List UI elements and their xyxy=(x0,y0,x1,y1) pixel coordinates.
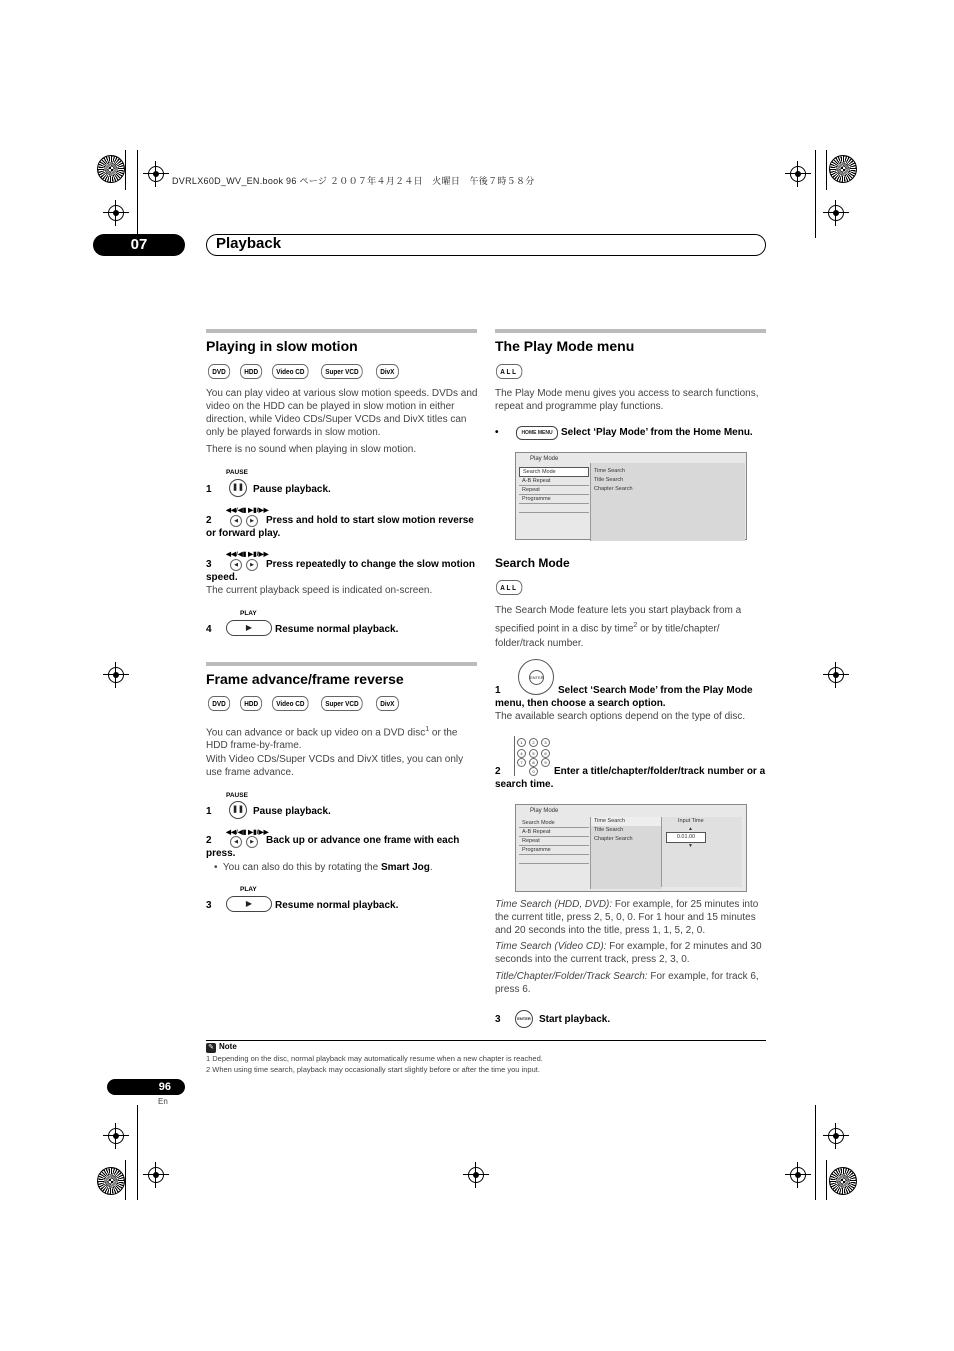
example-text: For example, for track 6, press 6. xyxy=(495,971,759,995)
note-icon: ✎ xyxy=(206,1043,216,1053)
frame-advance-intro xyxy=(206,723,478,752)
step-number: 3 xyxy=(495,1014,501,1025)
step-pause: Pause playback. xyxy=(253,484,331,495)
badge-hdd: HDD xyxy=(240,696,262,711)
step-frame: Back up or advance one frame with each press. xyxy=(206,835,460,859)
screen-options-panel xyxy=(590,463,745,541)
chapter-title-box xyxy=(206,234,766,256)
registration-mark xyxy=(828,205,844,221)
crop-line xyxy=(137,150,138,238)
badge-super-vcd: Super VCD xyxy=(321,364,363,379)
search-mode-intro xyxy=(495,603,767,651)
registration-mark xyxy=(108,667,124,683)
menu-item-empty xyxy=(519,504,589,513)
step-resume: Resume normal playback. xyxy=(275,624,399,635)
input-time-label: Input Time xyxy=(678,818,704,824)
reverse-button-icon: ◀ xyxy=(230,559,242,571)
menu-item-programme[interactable]: Programme xyxy=(519,846,589,855)
rew-fwd-label-icon: ◀◀/◀▮ ▶▮/▶▶ xyxy=(226,551,269,558)
registration-mark xyxy=(148,166,164,182)
note-divider xyxy=(206,1040,766,1041)
badge-divx: DivX xyxy=(376,364,399,379)
pause-label: PAUSE xyxy=(226,792,248,799)
step-number: 3 xyxy=(206,900,212,911)
step-number: 2 xyxy=(495,766,501,777)
registration-starburst-bl xyxy=(97,1167,125,1195)
pause-label: PAUSE xyxy=(226,469,248,476)
crop-line xyxy=(125,150,126,190)
example-time-search-vcd xyxy=(495,940,767,966)
frame-bullet: • You can also do this by rotating the Smart Jog. xyxy=(214,862,433,873)
badge-all: ALL xyxy=(496,364,522,379)
chapter-title: Playback xyxy=(216,235,282,252)
crop-line xyxy=(826,1160,827,1200)
disc-badges xyxy=(208,364,403,379)
step-number: 1 xyxy=(495,685,501,696)
registration-mark xyxy=(468,1167,484,1183)
page-number: 96 xyxy=(107,1079,185,1095)
footnote-ref: 2 xyxy=(633,622,638,629)
example-label: Time Search (Video CD): xyxy=(495,941,607,952)
step-pause: Pause playback. xyxy=(253,806,331,817)
play-mode-screen xyxy=(515,452,747,540)
badge-all: ALL xyxy=(496,580,522,595)
badge-dvd: DVD xyxy=(208,696,230,711)
option-time-search[interactable]: Time Search xyxy=(591,817,661,826)
registration-mark xyxy=(148,1167,164,1183)
footnote-ref: 1 xyxy=(425,726,430,733)
registration-starburst-br xyxy=(829,1167,857,1195)
section-bar xyxy=(495,329,766,333)
example-time-search-hdd xyxy=(495,898,767,937)
menu-item-ab-repeat[interactable]: A-B Repeat xyxy=(519,828,589,837)
crop-line xyxy=(137,1105,138,1200)
search-mode-intro-text: The Search Mode feature lets you start playback from a specified point in a disc by time xyxy=(495,605,742,635)
frame-advance-vcd: With Video CDs/Super VCDs and DivX titles, you can only use frame advance. xyxy=(206,754,464,778)
arrow-down-icon: ▼ xyxy=(688,843,693,849)
badge-dvd: DVD xyxy=(208,364,230,379)
section-bar xyxy=(206,662,477,666)
step-select-play-mode: Select ‘Play Mode’ from the Home Menu. xyxy=(561,427,753,438)
step-number: 2 xyxy=(206,835,212,846)
screen-menu xyxy=(519,467,589,513)
screen-options-panel xyxy=(590,817,661,889)
option-chapter-search[interactable]: Chapter Search xyxy=(594,486,633,492)
registration-mark xyxy=(828,667,844,683)
screen-menu xyxy=(519,819,589,864)
registration-mark xyxy=(828,1128,844,1144)
badge-hdd: HDD xyxy=(240,364,262,379)
frame-advance-intro-text: You can advance or back up video on a DVD disc xyxy=(206,727,426,739)
option-time-search[interactable]: Time Search xyxy=(594,468,625,474)
frame-bullet-text: You can also do this by rotating the xyxy=(222,862,381,873)
menu-item-ab-repeat[interactable]: A-B Repeat xyxy=(519,477,589,486)
chapter-number: 07 xyxy=(93,234,185,256)
footnote-2: 2 When using time search, playback may occasionally start slightly before or after the time you input. xyxy=(206,1065,540,1074)
forward-button-icon: ▶ xyxy=(246,836,258,848)
crop-line xyxy=(826,150,827,190)
registration-starburst-tr xyxy=(829,155,857,183)
badge-video-cd: Video CD xyxy=(272,696,309,711)
step-select-search-mode: Select ‘Search Mode’ from the Play Mode menu, then choose a search option. xyxy=(495,685,753,709)
option-title-search[interactable]: Title Search xyxy=(594,827,624,833)
disc-badges xyxy=(496,364,527,379)
arrow-up-icon: ▲ xyxy=(688,826,693,832)
language-code: En xyxy=(158,1097,168,1106)
slow-motion-intro: You can play video at various slow motion speeds. DVDs and video on the HDD can be played in slow motion in either direction, while Video CDs/Super VCDs and DivX titles can only be played forwards in slow motion. xyxy=(206,388,478,438)
example-label: Title/Chapter/Folder/Track Search: xyxy=(495,971,648,982)
step-resume: Resume normal playback. xyxy=(275,900,399,911)
registration-mark xyxy=(790,166,806,182)
search-mode-intro-tail: or by title/chapter/ folder/track number. xyxy=(495,623,720,650)
screen-header: Play Mode xyxy=(530,456,559,462)
play-button-icon: ▶ xyxy=(226,620,272,636)
registration-mark xyxy=(108,205,124,221)
registration-mark xyxy=(790,1167,806,1183)
step-number: 4 xyxy=(206,624,212,635)
dial-enter-label: ENTER xyxy=(529,670,544,685)
reverse-button-icon: ◀ xyxy=(230,836,242,848)
input-time-field[interactable]: 0.01.00 xyxy=(666,832,706,843)
play-button-icon: ▶ xyxy=(226,896,272,912)
option-chapter-search[interactable]: Chapter Search xyxy=(594,836,633,842)
footnote-1: 1 Depending on the disc, normal playback may automatically resume when a new chapter is reached. xyxy=(206,1054,543,1063)
slow-motion-no-sound: There is no sound when playing in slow motion. xyxy=(206,444,417,455)
example-track-search xyxy=(495,970,767,996)
file-info: DVRLX60D_WV_EN.book 96 ページ ２００７年４月２４日 火曜日 午後７時５８分 xyxy=(172,176,535,186)
crop-line xyxy=(815,1105,816,1200)
badge-divx: DivX xyxy=(376,696,399,711)
menu-item-programme[interactable]: Programme xyxy=(519,495,589,504)
crop-line xyxy=(815,150,816,238)
menu-item-empty xyxy=(519,855,589,864)
time-search-screen xyxy=(515,804,747,892)
frame-advance-intro-tail: or the HDD frame-by-frame. xyxy=(206,727,458,752)
step-number: 3 xyxy=(206,559,212,570)
registration-starburst-tl xyxy=(97,155,125,183)
forward-button-icon: ▶ xyxy=(246,559,258,571)
step-enter-number: Enter a title/chapter/folder/track number or a search time. xyxy=(495,766,766,790)
menu-item-search-mode[interactable]: Search Mode xyxy=(519,467,589,477)
menu-item-search-mode[interactable]: Search Mode xyxy=(519,819,589,828)
example-label: Time Search (HDD, DVD): xyxy=(495,899,613,910)
step-number: 1 xyxy=(206,806,212,817)
rew-fwd-label-icon: ◀◀/◀▮ ▶▮/▶▶ xyxy=(226,829,269,836)
option-title-search[interactable]: Title Search xyxy=(594,477,624,483)
step-slow-speed: Press repeatedly to change the slow motion speed. xyxy=(206,559,475,583)
step-number: 2 xyxy=(206,515,212,526)
section-title-slow-motion: Playing in slow motion xyxy=(206,338,358,354)
play-label: PLAY xyxy=(240,610,257,617)
smart-jog-term: Smart Jog xyxy=(380,862,430,873)
play-mode-intro: The Play Mode menu gives you access to search functions, repeat and programme play functions. xyxy=(495,388,759,412)
example-text: For example, for 2 minutes and 30 seconds into the current track, press 2, 3, 0. xyxy=(495,941,762,965)
step-slow-speed-note: The current playback speed is indicated on-screen. xyxy=(206,585,433,596)
disc-badges xyxy=(496,580,527,595)
step-start-playback: Start playback. xyxy=(539,1014,611,1025)
subsection-title-search-mode: Search Mode xyxy=(495,556,570,570)
input-time-panel xyxy=(661,817,742,887)
note-title: Note xyxy=(219,1042,237,1051)
number-keypad-icon: 1 2 3 4 5 6 7 8 9 0 xyxy=(514,736,551,776)
disc-badges xyxy=(208,696,403,711)
enter-button-icon: ENTER xyxy=(515,1010,533,1028)
badge-video-cd: Video CD xyxy=(272,364,309,379)
registration-mark xyxy=(108,1128,124,1144)
section-title-play-mode: The Play Mode menu xyxy=(495,338,635,354)
step-number: 1 xyxy=(206,484,212,495)
example-text: For example, for 25 minutes into the current title, press 2, 5, 0, 0. For 1 hour and 15 minutes and 20 seconds into the title, press 1, 1, 5, 2, 0. xyxy=(495,899,759,936)
menu-item-repeat[interactable]: Repeat xyxy=(519,486,589,495)
badge-super-vcd: Super VCD xyxy=(321,696,363,711)
search-options-note: The available search options depend on the type of disc. xyxy=(495,711,746,722)
pause-button-icon: ❚❚ xyxy=(229,479,247,497)
pause-button-icon: ❚❚ xyxy=(229,801,247,819)
home-menu-button-icon: HOME MENU xyxy=(516,426,558,440)
bullet-dot: • xyxy=(495,427,499,438)
menu-item-repeat[interactable]: Repeat xyxy=(519,837,589,846)
screen-header: Play Mode xyxy=(530,808,559,814)
step-slow-start: Press and hold to start slow motion reverse or forward play. xyxy=(206,515,474,539)
section-bar xyxy=(206,329,477,333)
crop-line xyxy=(125,1160,126,1200)
reverse-button-icon: ◀ xyxy=(230,515,242,527)
rew-fwd-label-icon: ◀◀/◀▮ ▶▮/▶▶ xyxy=(226,507,269,514)
forward-button-icon: ▶ xyxy=(246,515,258,527)
section-title-frame-advance: Frame advance/frame reverse xyxy=(206,671,404,687)
play-label: PLAY xyxy=(240,886,257,893)
